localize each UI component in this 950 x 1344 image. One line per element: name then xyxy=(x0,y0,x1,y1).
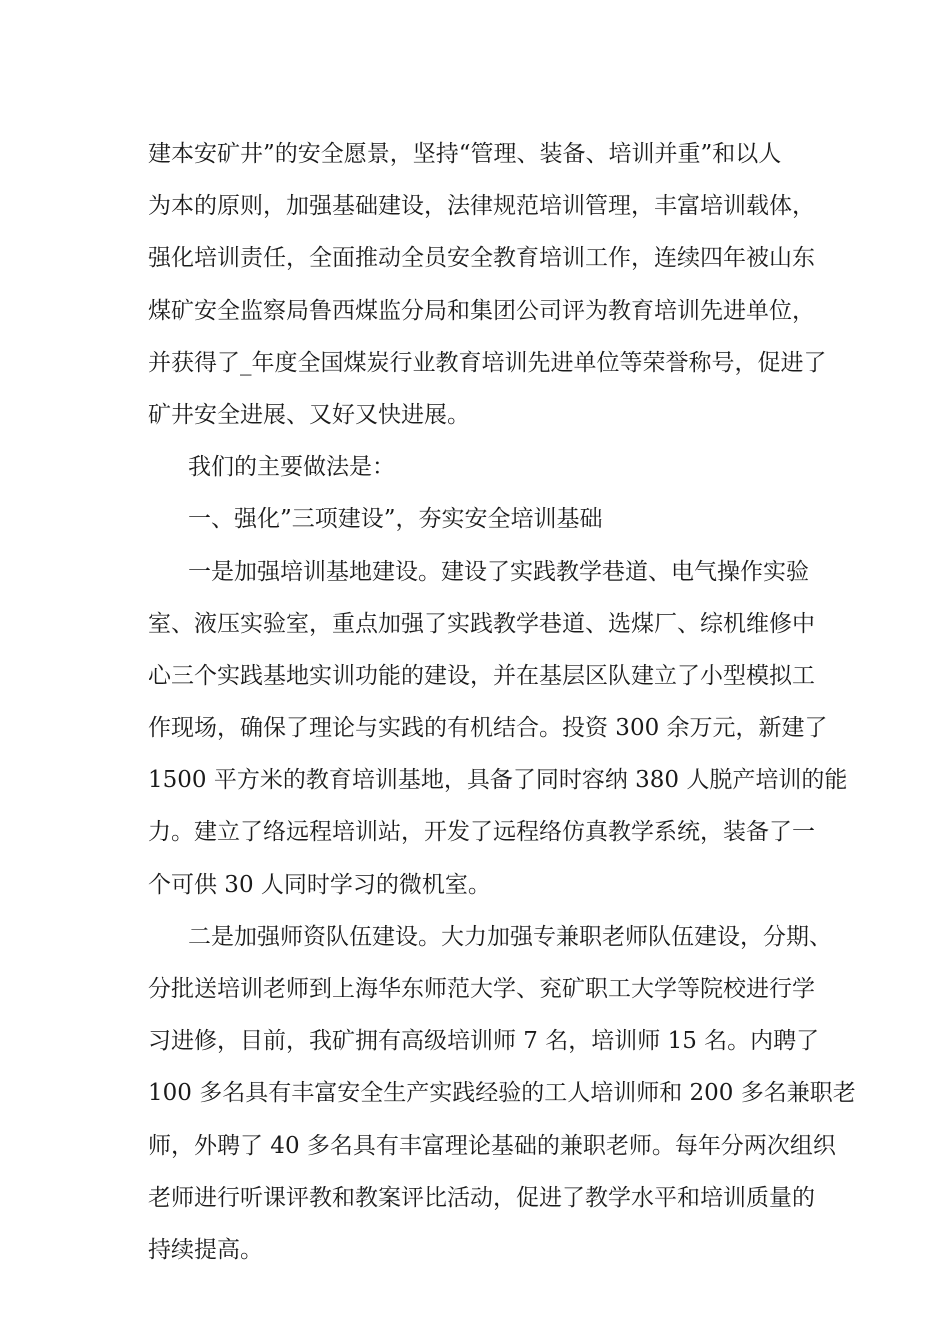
text-line: 老师进行听课评教和教案评比活动，促进了教学水平和培训质量的 xyxy=(148,1184,815,1211)
text-line: 个可供 30 人同时学习的微机室。 xyxy=(148,871,491,898)
text-line: 矿井安全进展、又好又快进展。 xyxy=(148,401,470,428)
text-line: 为本的原则，加强基础建设，法律规范培训管理，丰富培训载体， xyxy=(148,193,815,220)
text-line: 煤矿安全监察局鲁西煤监分局和集团公司评为教育培训先进单位， xyxy=(148,297,815,324)
document-body xyxy=(148,128,856,1276)
text-line: 1500 平方米的教育培训基地，具备了同时容纳 380 人脱产培训的能 xyxy=(148,767,848,794)
text-line: 习进修，目前，我矿拥有高级培训师 7 名，培训师 15 名。内聘了 xyxy=(148,1028,820,1055)
text-line: 室、液压实验室，重点加强了实践教学巷道、选煤厂、综机维修中 xyxy=(148,610,815,637)
section-heading xyxy=(148,493,828,545)
text-line: 一、强化”三项建设”，夯实安全培训基础 xyxy=(188,506,603,533)
text-line: 二是加强师资队伍建设。大力加强专兼职老师队伍建设，分期、 xyxy=(188,923,832,950)
text-line: 并获得了_年度全国煤炭行业教育培训先进单位等荣誉称号，促进了 xyxy=(148,349,827,376)
text-line: 心三个实践基地实训功能的建设，并在基层区队建立了小型模拟工 xyxy=(148,662,815,689)
text-line: 100 多名具有丰富安全生产实践经验的工人培训师和 200 多名兼职老 xyxy=(148,1080,856,1107)
text-line: 分批送培训老师到上海华东师范大学、兖矿职工大学等院校进行学 xyxy=(148,976,815,1002)
text-line: 师，外聘了 40 多名具有丰富理论基础的兼职老师。每年分两次组织 xyxy=(148,1132,836,1159)
text-line: 我们的主要做法是： xyxy=(188,454,395,481)
paragraph-main-methods xyxy=(148,441,828,493)
text-line: 一是加强培训基地建设。建设了实践教学巷道、电气操作实验 xyxy=(188,558,809,585)
text-line: 力。建立了络远程培训站，开发了远程络仿真教学系统，装备了一 xyxy=(148,819,815,846)
paragraph-teacher-construction xyxy=(148,911,856,1276)
paragraph-intro xyxy=(148,128,828,441)
text-line: 持续提高。 xyxy=(148,1236,263,1263)
text-line: 强化培训责任，全面推动全员安全教育培训工作，连续四年被山东 xyxy=(148,245,815,272)
text-line: 作现场，确保了理论与实践的有机结合。投资 300 余万元，新建了 xyxy=(148,715,828,742)
text-line: 建本安矿井”的安全愿景，坚持“管理、装备、培训并重”和以人 xyxy=(148,141,782,167)
paragraph-base-construction xyxy=(148,546,848,911)
